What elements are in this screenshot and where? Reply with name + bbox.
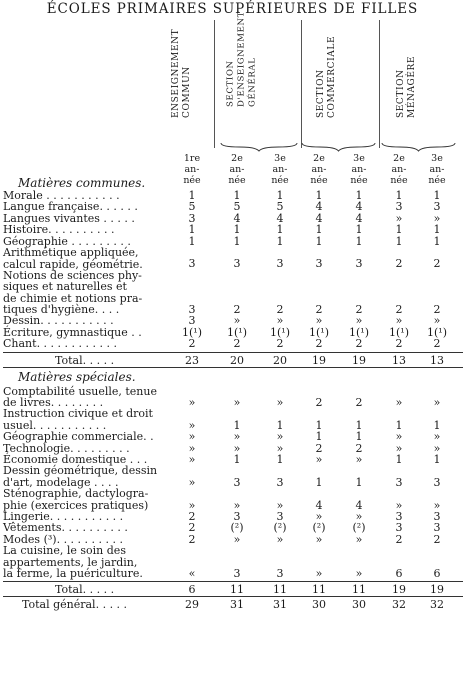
cell-value: » [315,510,323,523]
row-label-line: Dessin géométrique, dessin [3,464,158,478]
row-label-line: Technologie. . . . . . . . . [3,441,130,455]
cell-value: » [355,314,363,328]
total-value: 11 [230,583,244,597]
cell-value: 2 [395,302,403,316]
cell-value: 1 [315,418,323,432]
row-label-line: Morale . . . . . . . . . . . [3,189,120,202]
cell-value: » [395,314,403,328]
cell-value: 1 [433,234,441,248]
cell-value: » [276,395,284,409]
cell-value: » [233,430,241,444]
cell-value: 4 [315,200,323,214]
row-label-line: appartements, le jardin, [3,555,138,569]
header-section-enseignement-general-line: SECTION [225,60,235,107]
cell-value: 1 [276,223,284,237]
table-row [0,338,465,349]
cell-value: » [433,395,441,409]
total-label: Total. . . . . [55,583,115,597]
cell-value: 1(¹) [182,325,202,339]
row-label-line: Chant. . . . . . . . . . . . [3,337,117,351]
section-heading: Matières spéciales. [18,369,136,384]
row-label-line: Comptabilité usuelle, tenue [3,384,157,398]
cell-value: » [188,453,196,466]
cell-value: 1 [315,223,323,237]
page-title: ÉCOLES PRIMAIRES SUPÉRIEURES DE FILLES [46,1,419,17]
cell-value: 1 [233,234,241,248]
cell-value: 1 [233,418,241,432]
row-label [3,247,187,270]
year-header-line: née [183,175,201,186]
cell-value: 6 [433,566,441,580]
total-label: Total. . . . . [55,353,115,367]
year-header-line: an- [184,164,200,175]
cell-value: » [355,453,363,466]
row-label-line: usuel. . . . . . . . . . . [3,418,107,432]
section-brace [220,142,298,152]
year-header [417,153,457,186]
header-separator [214,20,215,148]
cell-value: » [395,430,403,444]
cell-value: 4 [315,211,323,225]
year-header [299,153,339,186]
header-section-commerciale-line: SECTION [316,69,326,118]
cell-value: 5 [188,200,196,214]
cell-value: » [433,441,441,455]
cell-value: 1 [355,430,363,444]
cell-value: 1 [188,189,196,202]
cell-value: 3 [233,566,241,580]
rule-below-total [3,596,463,597]
cell-value: 3 [188,257,196,271]
cell-value: 1 [276,418,284,432]
cell-value: 3 [433,475,441,489]
cell-value: » [188,430,196,444]
cell-value: 4 [355,211,363,225]
cell-value: » [233,532,241,546]
row-label-line: siques et naturelles et [3,280,127,294]
cell-value: 4 [355,200,363,214]
header-enseignement-commun-line: ENSEIGNEMENT [171,28,181,118]
cell-value: » [433,430,441,444]
year-header-line: née [428,175,446,186]
cell-value: » [188,441,196,455]
total-value: 19 [312,353,326,367]
cell-value: 2 [315,395,323,409]
year-header-line: an- [229,164,245,175]
year-header-line: née [271,175,289,186]
cell-value: 2 [315,337,323,351]
year-header-line: an- [391,164,407,175]
cell-value: 1 [233,223,241,237]
row-label-line: Sténographie, dactylogra- [3,487,149,501]
cell-value: » [233,314,241,328]
row-label [3,545,187,580]
cell-value: 2 [395,337,403,351]
cell-value: 1(¹) [227,325,247,339]
cell-value: » [233,395,241,409]
cell-value: 3 [188,314,196,328]
row-label-line: Instruction civique et droit [3,407,153,421]
section-brace [381,142,456,152]
rule-above-total [3,581,463,582]
total-label: Total général. . . . . [22,598,128,612]
row-label-line: Géographie . . . . . . . . . [3,234,131,248]
cell-value: 1 [433,418,441,432]
cell-value: 5 [233,200,241,214]
year-header [379,153,419,186]
row-label [3,386,187,409]
cell-value: 1 [233,189,241,202]
cell-value: 3 [276,475,284,489]
cell-value: 2 [355,302,363,316]
rule-above-total [3,352,463,353]
cell-value: 1 [355,418,363,432]
row-label-line: Langues vivantes . . . . . [3,211,135,225]
total-value: 20 [273,353,287,367]
table-row [0,488,465,511]
year-header-line: 1re [183,153,201,164]
cell-value: » [315,566,323,580]
year-header-line: 2e [313,153,325,164]
cell-value: 3 [276,566,284,580]
total-value: 19 [392,583,406,597]
year-header-line: 2e [393,153,405,164]
row-label [3,338,187,350]
cell-value: » [315,532,323,546]
row-label-line: tiques d'hygiène. . . . [3,303,120,317]
cell-value: 3 [233,257,241,271]
total-value: 11 [352,583,366,597]
cell-value: 3 [188,211,196,225]
cell-value: 3 [395,200,403,214]
cell-value: » [188,475,196,489]
cell-value: » [276,498,284,512]
total-value: 19 [430,583,444,597]
header-section-commerciale-text [316,36,338,118]
cell-value: 3 [276,257,284,271]
cell-value: » [355,510,363,523]
cell-value: 1 [395,453,403,466]
cell-value: 1 [355,223,363,237]
header-section-enseignement-general-text [225,11,258,107]
total-value: 30 [312,598,326,612]
total-value: 23 [185,353,199,367]
cell-value: 2 [315,302,323,316]
year-header-line: an- [351,164,367,175]
header-section-commerciale [318,24,358,142]
row-label-line: phie (exercices pratiques) [3,498,149,512]
row-label-line: Économie domestique . . . [3,453,148,466]
cell-value: 2 [355,337,363,351]
rule-below-total [3,367,463,368]
cell-value: » [233,441,241,455]
header-section-enseignement-general [225,11,278,142]
table-row [0,270,465,316]
cell-value: 1 [315,475,323,489]
cell-value: » [315,314,323,328]
total-value: 11 [273,583,287,597]
table-row [0,386,465,409]
row-label-line: d'art, modelage . . . . [3,475,119,489]
year-header-line: an- [311,164,327,175]
cell-value: 1 [395,418,403,432]
row-label [3,488,187,511]
year-header-line: 3e [353,153,365,164]
table-row [0,465,465,488]
header-separator [379,20,380,148]
cell-value: 3 [433,200,441,214]
total-value: 30 [352,598,366,612]
cell-value: 3 [188,302,196,316]
year-header-line: 2e [231,153,243,164]
cell-value: (²) [312,521,326,535]
row-label [3,270,187,316]
header-section-enseignement-general-line: GÉNÉRAL [247,57,257,107]
header-section-enseignement-general-line: D'ENSEIGNEMENT [236,11,246,107]
cell-value: » [355,566,363,580]
cell-value: (²) [230,521,244,535]
section-brace [301,142,376,152]
cell-value: 1 [433,189,441,202]
cell-value: « [188,566,196,580]
cell-value: 2 [233,337,241,351]
cell-value: 1 [355,475,363,489]
year-header [172,153,212,186]
cell-value: » [188,498,196,512]
header-section-menagere-line: SECTION [396,69,406,118]
cell-value: » [188,395,196,409]
cell-value: » [276,430,284,444]
row-label-line: Dessin. . . . . . . . . . . [3,314,114,328]
cell-value: » [315,453,323,466]
table-row [0,247,465,270]
table-row [0,545,465,579]
cell-value: 2 [315,441,323,455]
header-section-menagere [398,24,438,142]
total-value: 32 [392,598,406,612]
cell-value: 3 [276,510,284,523]
cell-value: 3 [315,257,323,271]
cell-value: » [395,211,403,225]
cell-value: » [276,441,284,455]
year-header-line: née [228,175,246,186]
cell-value: 1 [315,189,323,202]
cell-value: 1 [355,234,363,248]
row-label-line: Arithmétique appliquée, [3,246,139,259]
cell-value: 1 [233,453,241,466]
cell-value: (²) [273,521,287,535]
section-heading: Matières communes. [18,176,146,190]
cell-value: » [433,314,441,328]
cell-value: 1(¹) [427,325,447,339]
row-label-line: calcul rapide, géométrie. [3,257,143,271]
row-label-line: Lingerie. . . . . . . . . . . [3,510,124,523]
cell-value: 1 [315,234,323,248]
cell-value: 2 [433,532,441,546]
cell-value: 1 [276,189,284,202]
row-label-line: La cuisine, le soin des [3,544,126,558]
header-separator [301,20,302,148]
cell-value: » [188,418,196,432]
table-row [0,408,465,431]
cell-value: 2 [276,302,284,316]
total-value: 31 [230,598,244,612]
cell-value: 2 [188,532,196,546]
cell-value: 3 [433,521,441,535]
cell-value: 3 [395,475,403,489]
header-section-commerciale-line: COMMERCIALE [327,35,337,118]
cell-value: 3 [433,510,441,523]
cell-value: 2 [433,257,441,271]
cell-value: 2 [188,510,196,523]
cell-value: 4 [276,211,284,225]
row-label-line: Écriture, gymnastique . . [3,325,142,339]
cell-value: 1 [433,223,441,237]
row-label-line: Modes (³). . . . . . . . . . [3,532,124,546]
row-label-line: de chimie et notions pra- [3,291,143,305]
row-label-line: Langue française. . . . . . [3,200,138,214]
cell-value: » [395,395,403,409]
row-label-line: de livres. . . . . . . . [3,396,104,410]
cell-value: 1 [355,189,363,202]
cell-value: 1 [315,430,323,444]
row-label [3,224,187,236]
total-value: 13 [392,353,406,367]
cell-value: 1 [276,453,284,466]
cell-value: 1 [188,223,196,237]
row-label-line: Notions de sciences phy- [3,268,142,282]
row-label-line: Histoire. . . . . . . . . . [3,223,115,237]
cell-value: » [355,532,363,546]
total-value: 32 [430,598,444,612]
cell-value: 2 [233,302,241,316]
row-label [3,408,187,431]
cell-value: 2 [395,257,403,271]
year-header-line: née [310,175,328,186]
cell-value: » [276,314,284,328]
cell-value: 2 [188,521,196,535]
total-value: 13 [430,353,444,367]
total-value: 31 [273,598,287,612]
cell-value: 4 [233,211,241,225]
header-section-menagere-line: MÉNAGÈRE [407,55,417,118]
cell-value: 1(¹) [389,325,409,339]
cell-value: 1 [188,234,196,248]
row-label-line: la ferme, la puériculture. [3,567,143,581]
cell-value: 1 [433,453,441,466]
cell-value: 2 [276,337,284,351]
cell-value: 3 [395,521,403,535]
header-enseignement-commun-line: COMMUN [182,66,192,118]
year-header-line: an- [429,164,445,175]
cell-value: 2 [355,395,363,409]
total-value: 11 [312,583,326,597]
year-header [339,153,379,186]
cell-value: » [433,211,441,225]
cell-value: 2 [433,337,441,351]
year-header-line: née [350,175,368,186]
header-enseignement-commun [173,24,213,142]
year-header [260,153,300,186]
year-header-line: 3e [431,153,443,164]
row-label-line: Vêtements. . . . . . . . . . [3,521,128,535]
total-value: 29 [185,598,199,612]
cell-value: 4 [315,498,323,512]
cell-value: » [433,498,441,512]
cell-value: 1 [276,234,284,248]
cell-value: » [395,498,403,512]
table-row [0,431,465,442]
cell-value: 1(¹) [270,325,290,339]
header-enseignement-commun-text [171,29,193,118]
cell-value: 2 [355,441,363,455]
cell-value: 2 [395,532,403,546]
cell-value: » [276,532,284,546]
row-label [3,431,187,443]
year-header-line: née [390,175,408,186]
cell-value: 3 [395,510,403,523]
cell-value: 3 [233,475,241,489]
cell-value: 1(¹) [309,325,329,339]
cell-value: 1 [395,223,403,237]
cell-value: 1 [395,234,403,248]
total-value: 19 [352,353,366,367]
cell-value: 3 [233,510,241,523]
cell-value: » [395,441,403,455]
year-header [217,153,257,186]
cell-value: 2 [188,337,196,351]
cell-value: 3 [355,257,363,271]
year-header-line: an- [272,164,288,175]
header-section-menagere-text [396,56,418,118]
cell-value: 4 [355,498,363,512]
cell-value: » [233,498,241,512]
year-header-line: 3e [274,153,286,164]
total-value: 20 [230,353,244,367]
cell-value: 1 [395,189,403,202]
cell-value: (²) [352,521,366,535]
cell-value: 2 [433,302,441,316]
cell-value: 1(¹) [349,325,369,339]
total-value: 6 [188,583,196,597]
row-label [3,465,187,488]
row-label-line: Géographie commerciale. . [3,430,154,444]
cell-value: 5 [276,200,284,214]
table-row [0,224,465,235]
cell-value: 6 [395,566,403,580]
